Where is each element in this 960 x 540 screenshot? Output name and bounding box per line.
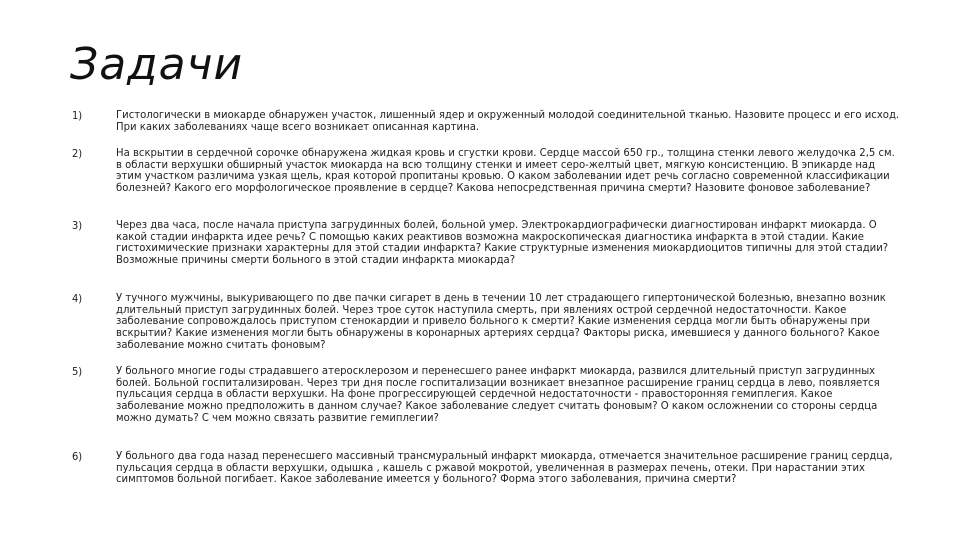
task-text: У больного многие годы страдавшего атеросклерозом и перенесшего ранее инфаркт миокарда, развился длительный приступ загрудинных болей. Больной госпитализирован. Через три дня после госпитализации возникает внезапное расширение границ сердца в лево, появляется пульсация сердца в области верхушки. На фоне прогрессирующей сердечной недостаточности - правосторонняя гемиплегия. Какое заболевание можно предположить в данном случае? Какое заболевание следует считать фоновым? О каком осложнении со стороны сердца можно думать? С чем можно связать развитие гемиплегии? <box>116 365 880 424</box>
task-number: 5) <box>72 365 83 378</box>
task-number: 3) <box>72 219 83 232</box>
slide-title: Задачи <box>70 39 244 90</box>
task-text: На вскрытии в сердечной сорочке обнаружена жидкая кровь и сгустки крови. Сердце массой 650 гр., толщина стенки левого желудочка 2,5 см. в области верхушки обширный участок миокарда на всю толщину стенки и имеет серо-желтый цвет, мягкую консистенцию. В эпикарде над этим участком различима узкая щель, края которой пропитаны кровью. О каком заболевании идет речь согласно современной классификации болезней? Какого его морфологическое проявление в сердце? Какова непосредственная причина смерти? Назовите фоновое заболевание? <box>116 147 895 195</box>
task-number: 1) <box>72 109 83 122</box>
task-text: Через два часа, после начала приступа загрудинных болей, больной умер. Электрокардиографически диагностирован инфаркт миокарда. О какой стадии инфаркта идее речь? С помощью каких реактивов возможна макроскопическая диагностика инфаркта в этой стадии. Какие гистохимические признаки характерны для этой стадии инфаркта? Какие структурные изменения миокардиоцитов типичны для этой стадии? Возможные причины смерти больного в этой стадии инфаркта миокарда? <box>116 219 889 267</box>
task-number: 6) <box>72 450 83 463</box>
task-number: 2) <box>72 147 83 160</box>
task-text: У тучного мужчины, выкуривающего по две пачки сигарет в день в течении 10 лет страдающего гипертонической болезнью, внезапно возник длительный приступ загрудинных болей. Через трое суток наступила смерть, при явлениях острой сердечной недостаточности. Какое заболевание сопровождалось приступом стенокардии и привело больного к смерти? Какие изменения сердца могли быть обнаружены при вскрытии? Какие изменения могли быть обнаружены в коронарных артериях сердца? Факторы риска, имевшиеся у данного больного? Какое заболевание можно считать фоновым? <box>116 292 886 351</box>
task-text: Гистологически в миокарде обнаружен участок, лишенный ядер и окруженный молодой соединительной тканью. Назовите процесс и его исход. При каких заболеваниях чаще всего возникает описанная картина. <box>116 109 900 133</box>
task-text: У больного два года назад перенесшего массивный трансмуральный инфаркт миокарда, отмечается значительное расширение границ сердца, пульсация сердца в области верхушки, одышка , кашель с ржавой мокротой, увеличенная в размерах печень, отеки. При нарастании этих симптомов больной погибает. Какое заболевание имеется у больного? Форма этого заболевания, причина смерти? <box>116 450 893 486</box>
task-number: 4) <box>72 292 83 305</box>
